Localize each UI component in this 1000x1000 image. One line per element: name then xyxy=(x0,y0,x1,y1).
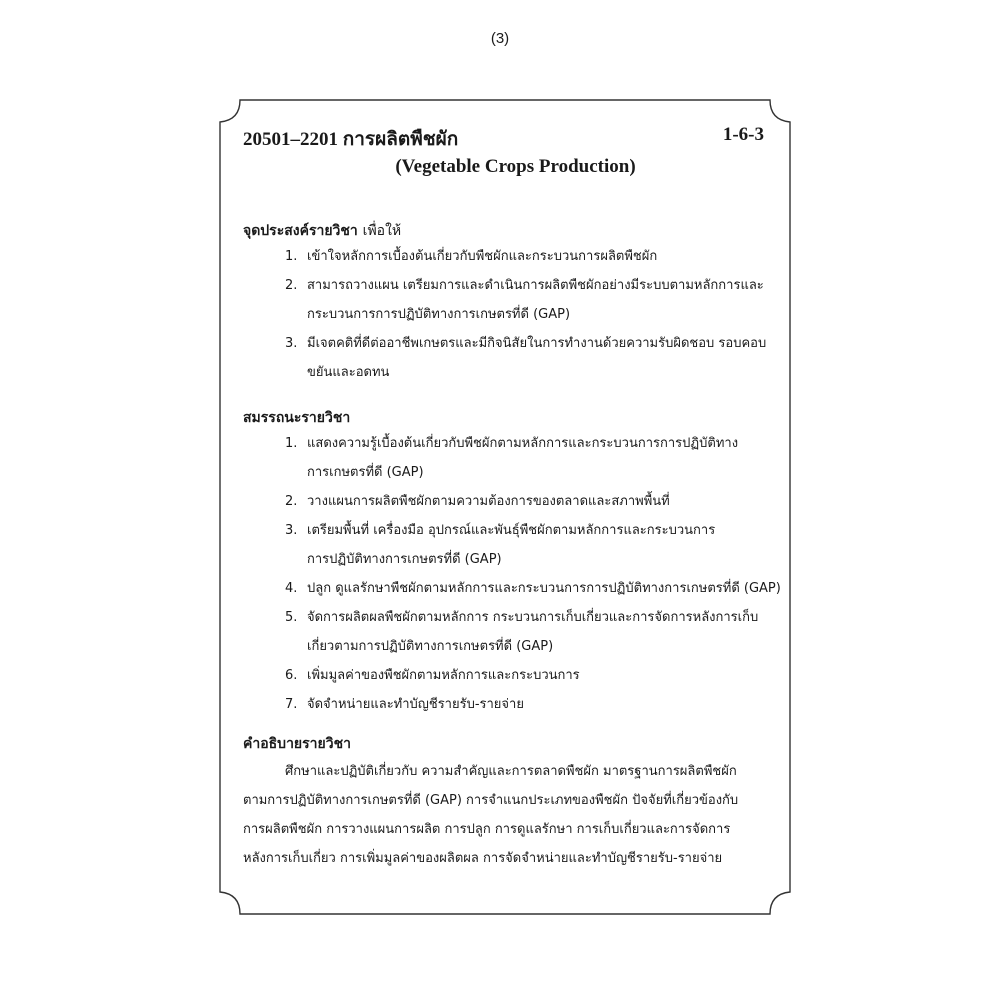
item-number: 5. xyxy=(285,610,298,625)
item-text: เกี่ยวตามการปฏิบัติทางการเกษตรที่ดี (GAP) xyxy=(307,639,554,654)
item-text: มีเจตคติที่ดีต่ออาชีพเกษตรและมีกิจนิสัยในการทำงานด้วยความรับผิดชอบ รอบคอบ xyxy=(307,336,767,351)
item-number: 2. xyxy=(285,494,298,509)
item-text: เข้าใจหลักการเบื้องต้นเกี่ยวกับพืชผักและกระบวนการผลิตพืชผัก xyxy=(307,249,658,264)
list-item xyxy=(243,603,788,661)
course-credit: 1-6-3 xyxy=(722,124,764,145)
list-item xyxy=(243,329,788,387)
description-paragraph xyxy=(243,757,788,873)
objectives-list xyxy=(243,242,788,387)
objectives-heading-text: จุดประสงค์รายวิชา xyxy=(243,223,358,239)
item-number: 3. xyxy=(285,523,298,538)
item-text: การปฏิบัติทางการเกษตรที่ดี (GAP) xyxy=(307,552,502,567)
list-item xyxy=(243,271,788,329)
list-item xyxy=(243,487,788,516)
competencies-heading: สมรรถนะรายวิชา xyxy=(243,410,351,426)
item-number: 6. xyxy=(285,668,298,683)
course-code-title: 20501–2201 การผลิตพืชผัก xyxy=(243,129,459,150)
item-text: แสดงความรู้เบื้องต้นเกี่ยวกับพืชผักตามหลักการและกระบวนการการปฏิบัติทาง xyxy=(307,436,739,451)
item-text: จัดการผลิตผลพืชผักตามหลักการ กระบวนการเก็บเกี่ยวและการจัดการหลังการเก็บ xyxy=(307,610,759,625)
item-number: 4. xyxy=(285,581,298,596)
item-text: วางแผนการผลิตพืชผักตามความต้องการของตลาดและสภาพพื้นที่ xyxy=(307,494,670,509)
description-line: การผลิตพืชผัก การวางแผนการผลิต การปลูก การดูแลรักษา การเก็บเกี่ยวและการจัดการ xyxy=(243,822,731,837)
page-number: (3) xyxy=(490,30,510,47)
course-english-title: (Vegetable Crops Production) xyxy=(395,156,636,177)
description-heading: คำอธิบายรายวิชา xyxy=(243,736,351,752)
item-number: 3. xyxy=(285,336,298,351)
item-number: 1. xyxy=(285,436,298,451)
description-line: หลังการเก็บเกี่ยว การเพิ่มมูลค่าของผลิตผล การจัดจำหน่ายและทำบัญชีรายรับ-รายจ่าย xyxy=(243,851,723,866)
item-number: 1. xyxy=(285,249,298,264)
item-text: เพิ่มมูลค่าของพืชผักตามหลักการและกระบวนการ xyxy=(307,668,580,683)
description-line: ศึกษาและปฏิบัติเกี่ยวกับ ความสำคัญและการตลาดพืชผัก มาตรฐานการผลิตพืชผัก xyxy=(285,764,737,779)
item-number: 7. xyxy=(285,697,298,712)
objectives-heading-suffix: เพื่อให้ xyxy=(362,223,402,239)
item-text: ขยันและอดทน xyxy=(307,365,390,380)
item-text: ปลูก ดูแลรักษาพืชผักตามหลักการและกระบวนการการปฏิบัติทางการเกษตรที่ดี (GAP) xyxy=(307,581,781,596)
list-item xyxy=(243,661,788,690)
item-text: สามารถวางแผน เตรียมการและดำเนินการผลิตพืชผักอย่างมีระบบตามหลักการและ xyxy=(307,278,764,293)
list-item xyxy=(243,574,788,603)
list-item xyxy=(243,242,788,271)
item-text: เตรียมพื้นที่ เครื่องมือ อุปกรณ์และพันธุ์พืชผักตามหลักการและกระบวนการ xyxy=(307,523,716,538)
list-item xyxy=(243,429,788,487)
item-text: การเกษตรที่ดี (GAP) xyxy=(307,465,424,480)
course-header xyxy=(243,118,788,154)
list-item xyxy=(243,690,788,719)
list-item xyxy=(243,516,788,574)
item-number: 2. xyxy=(285,278,298,293)
item-text: จัดจำหน่ายและทำบัญชีรายรับ-รายจ่าย xyxy=(307,697,524,712)
item-text: กระบวนการการปฏิบัติทางการเกษตรที่ดี (GAP) xyxy=(307,307,571,322)
description-line: ตามการปฏิบัติทางการเกษตรที่ดี (GAP) การจำแนกประเภทของพืชผัก ปัจจัยที่เกี่ยวข้องกับ xyxy=(243,793,739,808)
objectives-heading xyxy=(243,220,788,242)
competencies-list xyxy=(243,429,788,719)
course-content xyxy=(243,118,788,873)
